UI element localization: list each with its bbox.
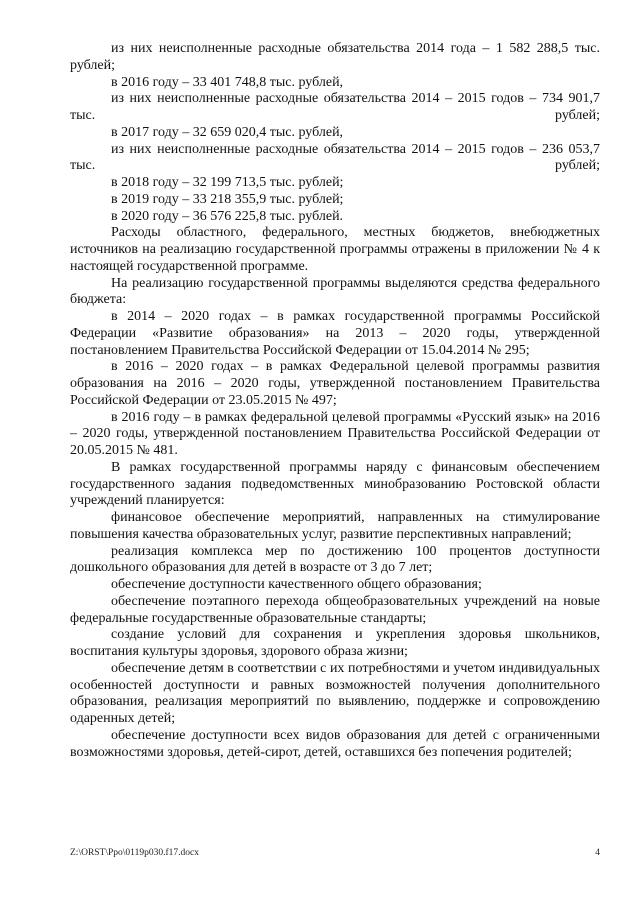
paragraph: обеспечение детям в соответствии с их потребностями и учетом индивидуальных особенностей доступности и равных возможностей получения дополнительного образования, реализация мероприятий по выявлению, поддержке и сопровождению одаренных детей; [70, 660, 600, 726]
paragraph: В рамках государственной программы наряду с финансовым обеспечением государственного задания подведомственных минобразованию Ростовской области учреждений планируется: [70, 459, 600, 509]
paragraph: обеспечение поэтапного перехода общеобразовательных учреждений на новые федеральные государственные образовательные стандарты; [70, 593, 600, 626]
footer-file-path: Z:\ORST\Ppo\0119p030.f17.docx [70, 848, 199, 858]
paragraph: реализация комплекса мер по достижению 100 процентов доступности дошкольного образования для детей в возрасте от 3 до 7 лет; [70, 543, 600, 576]
paragraph: На реализацию государственной программы выделяются средства федерального бюджета: [70, 275, 600, 308]
paragraph: обеспечение доступности всех видов образования для детей с ограниченными возможностями здоровья, детей-сирот, детей, оставшихся без попечения родителей; [70, 727, 600, 760]
document-body [70, 41, 600, 761]
paragraph: финансовое обеспечение мероприятий, направленных на стимулирование повышения качества образовательных услуг, развитие перспективных направлений; [70, 510, 600, 542]
paragraph: в 2018 году – 32 199 713,5 тыс. рублей; [111, 175, 344, 190]
paragraph: в 2017 году – 32 659 020,4 тыс. рублей, [111, 124, 344, 140]
paragraph: в 2016 – 2020 годах – в рамках Федеральной целевой программы развития образования на 2016 – 2020 годы, утвержденной постановлением Правительства Российской Федерации от 23.05.2015 № 497; [70, 359, 600, 408]
paragraph: создание условий для сохранения и укрепления здоровья школьников, воспитания культуры здоровья, здорового образа жизни; [70, 627, 600, 659]
paragraph: в 2019 году – 33 218 355,9 тыс. рублей; [111, 191, 344, 207]
paragraph: из них неисполненные расходные обязательства 2014 года – 1 582 288,5 тыс. рублей; [70, 41, 600, 73]
paragraph: Расходы областного, федерального, местных бюджетов, внебюджетных источников на реализацию государственной программы отражены в приложении № 4 к настоящей государственной программе. [70, 225, 600, 274]
page-footer [70, 848, 600, 858]
paragraph: из них неисполненные расходные обязательства 2014 – 2015 годов – 236 053,7 тыс. рублей; [70, 141, 600, 174]
paragraph: обеспечение доступности качественного общего образования; [111, 577, 482, 592]
page-number: 4 [595, 848, 600, 858]
paragraph: в 2016 году – в рамках федеральной целевой программы «Русский язык» на 2016 – 2020 годы, утвержденной постановлением Правительства Российской Федерации от 20.05.2015 № 481. [70, 409, 600, 458]
paragraph: в 2014 – 2020 годах – в рамках государственной программы Российской Федерации «Развитие образования» на 2013 – 2020 годы, утвержденной постановлением Правительства Российской Федерации от 15.04.2014 № 295; [70, 309, 600, 358]
paragraph: из них неисполненные расходные обязательства 2014 – 2015 годов – 734 901,7 тыс. рублей; [70, 91, 600, 123]
paragraph: в 2016 году – 33 401 748,8 тыс. рублей, [111, 74, 344, 90]
paragraph: в 2020 году – 36 576 225,8 тыс. рублей. [111, 208, 344, 224]
